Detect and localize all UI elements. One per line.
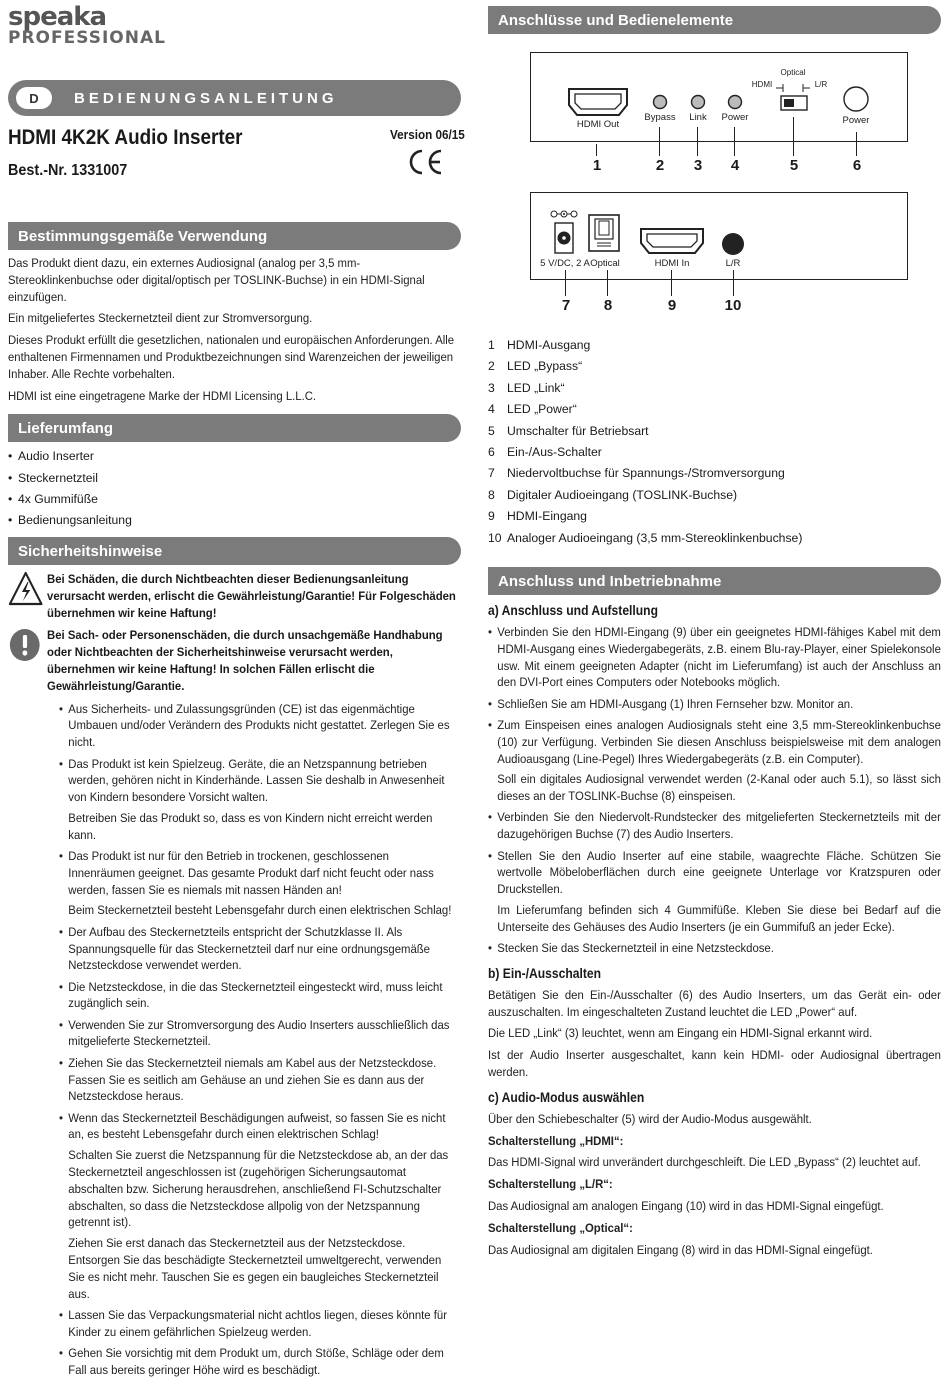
power-button-label: Power bbox=[842, 115, 870, 126]
hdmi-in-label: HDMI In bbox=[654, 258, 690, 269]
list-item-text: Lassen Sie das Verpackungsmaterial nicht achtlos liegen, dieses könnte für Kinder zu einem gefährlichen Spielzeug werden. bbox=[68, 1307, 447, 1339]
switch-hdmi-label: HDMI bbox=[751, 80, 773, 89]
back-panel-diagram bbox=[530, 192, 908, 280]
safety-list bbox=[59, 701, 459, 1379]
list-item bbox=[488, 696, 941, 713]
paragraph: Betätigen Sie den Ein-/Ausschalter (6) des Audio Inserters, um das Gerät ein- oder auszuschalten. Im eingeschalteten Zustand leuchtet die LED „Power“ auf. bbox=[488, 987, 941, 1019]
legend-number: 6 bbox=[488, 444, 495, 459]
callout-line bbox=[793, 117, 794, 156]
list-item-text: Ziehen Sie das Steckernetzteil niemals am Kabel aus der Netzsteckdose. Fassen Sie es seitlich am Gehäuse an und ziehen Sie es dann aus der Netzsteckdose heraus. bbox=[68, 1055, 437, 1104]
list-item-note: Schalten Sie zuerst die Netzspannung für die Netzsteckdose ab, an der das Steckernetzteil angeschlossen ist (zugehörigen Sicherungsautomat abschalten bzw. Sicherung herausdrehen, anschließend FI-Schutzschalter abschalten, so dass die Netzsteckdose allpolig von der Netzspannung getrennt ist). bbox=[68, 1148, 449, 1230]
bypass-led-icon bbox=[652, 94, 668, 110]
paragraph: Das Produkt dient dazu, ein externes Audiosignal (analog per 3,5 mm-Stereoklinkenbuchse oder digital/optisch per TOSLINK-Buchse) in ein HDMI-Signal einzufügen. bbox=[8, 256, 425, 304]
front-panel-diagram bbox=[530, 52, 908, 142]
list-item-text: Verwenden Sie zur Stromversorgung des Audio Inserters ausschließlich das mitgelieferte Steckernetzteil. bbox=[68, 1017, 450, 1049]
callout-number: 5 bbox=[789, 157, 799, 174]
legend-number: 8 bbox=[488, 487, 495, 502]
list-item bbox=[59, 979, 459, 1013]
list-item bbox=[488, 940, 941, 957]
list-item: • Steckernetzteil bbox=[8, 470, 461, 487]
list-item-text: Aus Sicherheits- und Zulassungsgründen (CE) ist das eigenmächtige Umbauen und/oder Verändern des Produkts nicht gestattet. Zerlegen Sie es nicht. bbox=[68, 701, 450, 750]
ce-mark-icon bbox=[406, 148, 444, 181]
warning-row bbox=[8, 627, 461, 694]
power-led-icon bbox=[727, 94, 743, 110]
legend-item bbox=[488, 530, 941, 547]
legend-text: Ein-/Aus-Schalter bbox=[507, 444, 602, 459]
language-badge: D bbox=[16, 87, 52, 109]
legend-text: HDMI-Eingang bbox=[507, 509, 587, 524]
analog-audio-jack-icon bbox=[720, 231, 746, 257]
legend-number: 5 bbox=[488, 423, 495, 438]
legend-number: 9 bbox=[488, 509, 495, 524]
legend-item bbox=[488, 358, 941, 375]
legend-text: LED „Bypass“ bbox=[507, 359, 583, 374]
list-item bbox=[488, 848, 941, 936]
list-item bbox=[59, 1345, 459, 1379]
callout-number: 4 bbox=[730, 157, 740, 174]
section-heading-connection: Anschluss und Inbetriebnahme bbox=[488, 567, 941, 595]
mode-text: Das Audiosignal am digitalen Eingang (8) wird in das HDMI-Signal eingefügt. bbox=[488, 1242, 873, 1257]
list-item-text: Das Produkt ist nur für den Betrieb in trockenen, geschlossenen Innenräumen geeignet. Das gesamte Produkt darf nicht feucht oder nass werden, fassen Sie es niemals mit nassen Händen an! bbox=[68, 849, 434, 897]
list-item bbox=[59, 924, 459, 974]
callout-number: 9 bbox=[667, 297, 677, 314]
legend-item bbox=[488, 423, 941, 440]
callout-line bbox=[659, 127, 660, 156]
list-item-text: Der Aufbau des Steckernetzteils entspricht der Schutzklasse II. Als Spannungsquelle für das Steckernetzteil darf nur eine ordnungsgemäße Netzsteckdose verwendet werden. bbox=[68, 924, 430, 973]
section-heading-safety: Sicherheitshinweise bbox=[8, 537, 461, 565]
legend-number: 3 bbox=[488, 380, 495, 395]
legend-text: Niedervoltbuchse für Spannungs-/Stromversorgung bbox=[507, 466, 785, 481]
legend-text: Analoger Audioeingang (3,5 mm-Stereoklinkenbuchse) bbox=[507, 530, 803, 545]
lr-label: L/R bbox=[725, 258, 741, 269]
list-item-text: Verbinden Sie den Niedervolt-Rundstecker des mitgelieferten Steckernetzteils mit der dazugehörigen Buchse (7) des Audio Inserters. bbox=[497, 810, 941, 842]
callout-line bbox=[856, 132, 857, 156]
left-column bbox=[8, 222, 461, 1383]
list-item bbox=[59, 1055, 459, 1105]
optical-label: Optical bbox=[590, 258, 620, 269]
callout-number: 7 bbox=[561, 297, 571, 314]
list-item-note: Betreiben Sie das Produkt so, dass es von Kindern nicht erreicht werden kann. bbox=[68, 810, 433, 842]
legend-number: 1 bbox=[488, 338, 495, 352]
callout-line bbox=[671, 270, 672, 296]
paragraph: Ist der Audio Inserter ausgeschaltet, kann kein HDMI- oder Audiosignal übertragen werden. bbox=[488, 1048, 941, 1080]
mode-text: Das HDMI-Signal wird unverändert durchgeschleift. Die LED „Bypass“ (2) leuchtet auf. bbox=[488, 1155, 921, 1170]
paragraph: HDMI ist eine eingetragene Marke der HDMI Licensing L.L.C. bbox=[8, 388, 317, 403]
list-item-text: Verbinden Sie den HDMI-Eingang (9) über ein geeignetes HDMI-fähiges Kabel mit dem HDMI-Ausgang eines Wiedergabegeräts, z.B. einem Blu-ray-Player, einer Spielekonsole usw. Mit einem geeigneten Adapter (nicht im Lieferumfang) ist auch der Anschluss an den DVI-Port eines Computers oder Notebooks möglich. bbox=[497, 625, 941, 690]
legend-item bbox=[488, 401, 941, 418]
callout-number: 2 bbox=[655, 157, 665, 174]
hdmi-out-label: HDMI Out bbox=[576, 119, 620, 130]
warning-text: Bei Schäden, die durch Nichtbeachten dieser Bedienungsanleitung verursacht werden, erlischt die Gewährleistung/Garantie! Für Folgeschäden übernehmen wir keine Haftung! bbox=[47, 572, 456, 620]
exclamation-icon bbox=[8, 627, 47, 694]
callout-number: 8 bbox=[603, 297, 613, 314]
list-item bbox=[59, 756, 459, 844]
onoff-text bbox=[488, 987, 941, 1081]
list-item bbox=[488, 717, 941, 805]
bypass-led-label: Bypass bbox=[644, 112, 676, 123]
legend-text: LED „Power“ bbox=[507, 402, 577, 417]
section-heading-intended-use: Bestimmungsgemäße Verwendung bbox=[8, 222, 461, 250]
list-item bbox=[59, 1307, 459, 1341]
high-voltage-warning-icon bbox=[8, 571, 47, 621]
list-item-note: Ziehen Sie erst danach das Steckernetzteil aus der Netzsteckdose. Entsorgen Sie das beschädigte Steckernetzteil umweltgerecht, verwenden Sie es nicht mehr. Tauschen Sie es gegen ein baugleiches Steckernetzteil aus. bbox=[68, 1236, 442, 1301]
connection-section bbox=[488, 567, 941, 1263]
legend-text: HDMI-Ausgang bbox=[507, 338, 591, 352]
safety-warnings bbox=[8, 571, 461, 695]
scope-list bbox=[8, 448, 461, 529]
callout-line bbox=[697, 127, 698, 156]
callout-number: 1 bbox=[592, 157, 602, 174]
legend-text: Digitaler Audioeingang (TOSLINK-Buchse) bbox=[507, 487, 738, 502]
section-heading-controls: Anschlüsse und Bedienelemente bbox=[488, 6, 941, 34]
list-item-text: Das Produkt ist kein Spielzeug. Geräte, die an Netzspannung betrieben werden, gehören nicht in Kinderhände. Lassen Sie deshalb in Anwesenheit von Kindern besondere Vorsicht walten. bbox=[68, 756, 445, 805]
intended-use-text bbox=[8, 255, 461, 404]
link-led-label: Link bbox=[689, 112, 707, 123]
legend-item bbox=[488, 380, 941, 397]
list-item bbox=[488, 624, 941, 691]
legend-number: 2 bbox=[488, 359, 495, 374]
brand-name: speaka bbox=[8, 2, 107, 32]
optical-port-icon bbox=[587, 213, 621, 255]
list-item-text: Stecken Sie das Steckernetzteil in eine Netzsteckdose. bbox=[497, 941, 774, 956]
legend-item bbox=[488, 465, 941, 482]
warning-text: Bei Sach- oder Personenschäden, die durch unsachgemäße Handhabung oder Nichtbeachten der Sicherheitshinweise verursacht werden, übernehmen wir keine Haftung! In solchen Fällen erlischt die Gewährleistung/Garantie. bbox=[47, 628, 443, 693]
callout-number: 3 bbox=[693, 157, 703, 174]
callout-number: 6 bbox=[852, 157, 862, 174]
list-item-note: Soll ein digitales Audiosignal verwendet werden (2-Kanal oder auch 5.1), so lässt sich dieses an der TOSLINK-Buchse (8) einspeisen. bbox=[497, 772, 941, 804]
subheading-b: b) Ein-/Ausschalten bbox=[488, 964, 602, 981]
mode-switch-icon bbox=[773, 84, 813, 114]
manual-label: BEDIENUNGSANLEITUNG bbox=[74, 89, 338, 107]
legend-number: 10 bbox=[488, 530, 502, 545]
section-heading-scope: Lieferumfang bbox=[8, 414, 461, 442]
dc-power-jack-icon bbox=[549, 209, 579, 257]
callout-line bbox=[565, 270, 566, 296]
legend-number: 7 bbox=[488, 466, 495, 481]
list-item-text: Stellen Sie den Audio Inserter auf eine stabile, waagrechte Fläche. Schützen Sie wertvolle Möbeloberflächen durch eine geeignete Unterlage vor Kratzspuren oder Druckstellen. bbox=[497, 848, 941, 897]
brand-logo bbox=[8, 4, 166, 47]
list-item-text: Zum Einspeisen eines analogen Audiosignals steht eine 3,5 mm-Stereoklinkenbuchse (10) zur Verfügung. Verbinden Sie diesen Anschluss beispielsweise mit dem analogen Audioausgang (Line-Pegel) Ihres Wiedergabegeräts (z.B. ein Computer). bbox=[497, 717, 941, 766]
list-item-text: Wenn das Steckernetzteil Beschädigungen aufweist, so fassen Sie es nicht an, es besteht Lebensgefahr durch einen elektrischen Schlag! bbox=[68, 1110, 446, 1142]
callout-number: 10 bbox=[724, 297, 742, 314]
list-item-note: Im Lieferumfang befinden sich 4 Gummifüße. Kleben Sie diese bei Bedarf auf die Unterseite des Gehäuses des Audio Inserters (je ein Gummifuß an jeder Ecke). bbox=[497, 902, 941, 934]
mode-label: Schalterstellung „HDMI“: bbox=[488, 1133, 624, 1148]
version-label: Version 06/15 bbox=[390, 127, 465, 142]
list-item bbox=[488, 809, 941, 843]
list-item: • 4x Gummifüße bbox=[8, 491, 461, 508]
subheading-c: c) Audio-Modus auswählen bbox=[488, 1088, 645, 1105]
list-item-text: Schließen Sie am HDMI-Ausgang (1) Ihren Fernseher bzw. Monitor an. bbox=[497, 696, 854, 711]
mode-label: Schalterstellung „Optical“: bbox=[488, 1220, 633, 1235]
product-title: HDMI 4K2K Audio Inserter bbox=[8, 126, 243, 149]
hdmi-in-port-icon bbox=[639, 227, 705, 255]
list-item bbox=[59, 1017, 459, 1051]
controls-legend bbox=[488, 337, 941, 551]
callout-line bbox=[734, 127, 735, 156]
switch-lr-label: L/R bbox=[814, 80, 828, 89]
switch-optical-label: Optical bbox=[780, 68, 806, 77]
power-led-label: Power bbox=[721, 112, 749, 123]
list-item-note: Beim Steckernetzteil besteht Lebensgefahr durch einen elektrischen Schlag! bbox=[68, 903, 452, 918]
legend-number: 4 bbox=[488, 402, 495, 417]
legend-item bbox=[488, 337, 941, 354]
order-number: Best.-Nr. 1331007 bbox=[8, 162, 128, 179]
hdmi-out-port-icon bbox=[567, 87, 629, 117]
list-item-text: Gehen Sie vorsichtig mit dem Produkt um, durch Stöße, Schläge oder dem Fall aus bereits geringer Höhe wird es beschädigt. bbox=[68, 1346, 444, 1377]
warning-row bbox=[8, 571, 461, 621]
callout-line bbox=[607, 270, 608, 296]
legend-text: LED „Link“ bbox=[507, 380, 565, 395]
brand-subline: PROFESSIONAL bbox=[8, 28, 166, 48]
list-item-text: Die Netzsteckdose, in die das Steckernetzteil eingesteckt wird, muss leicht zugänglich sein. bbox=[68, 979, 443, 1011]
audio-mode-text bbox=[488, 1111, 941, 1259]
subheading-a: a) Anschluss und Aufstellung bbox=[488, 602, 658, 618]
list-item: • Audio Inserter bbox=[8, 448, 461, 465]
list-item bbox=[59, 701, 459, 751]
paragraph: Über den Schiebeschalter (5) wird der Audio-Modus ausgewählt. bbox=[488, 1111, 812, 1126]
paragraph: Ein mitgeliefertes Steckernetzteil dient zur Stromversorgung. bbox=[8, 311, 313, 326]
legend-item bbox=[488, 508, 941, 525]
list-item bbox=[59, 848, 459, 919]
mode-label: Schalterstellung „L/R“: bbox=[488, 1177, 613, 1192]
link-led-icon bbox=[690, 94, 706, 110]
callout-line bbox=[733, 270, 734, 296]
list-item bbox=[59, 1110, 459, 1303]
mode-text: Das Audiosignal am analogen Eingang (10) wird in das HDMI-Signal eingefügt. bbox=[488, 1199, 884, 1214]
manual-header-bar bbox=[8, 80, 461, 116]
paragraph: Die LED „Link“ (3) leuchtet, wenn am Eingang ein HDMI-Signal erkannt wird. bbox=[488, 1026, 873, 1041]
dc-jack-label: 5 V/DC, 2 A bbox=[540, 258, 590, 269]
power-button-icon bbox=[842, 85, 870, 113]
legend-item bbox=[488, 487, 941, 504]
list-item: • Bedienungsanleitung bbox=[8, 512, 461, 529]
legend-item bbox=[488, 444, 941, 461]
callout-line bbox=[596, 144, 597, 156]
legend-text: Umschalter für Betriebsart bbox=[507, 423, 649, 438]
connection-list bbox=[488, 624, 941, 957]
paragraph: Dieses Produkt erfüllt die gesetzlichen, nationalen und europäischen Anforderungen. Alle enthaltenen Firmennamen und Produktbezeichnungen sind Warenzeichen der jeweiligen Inhaber. Alle Rechte vorbehalten. bbox=[8, 333, 455, 381]
